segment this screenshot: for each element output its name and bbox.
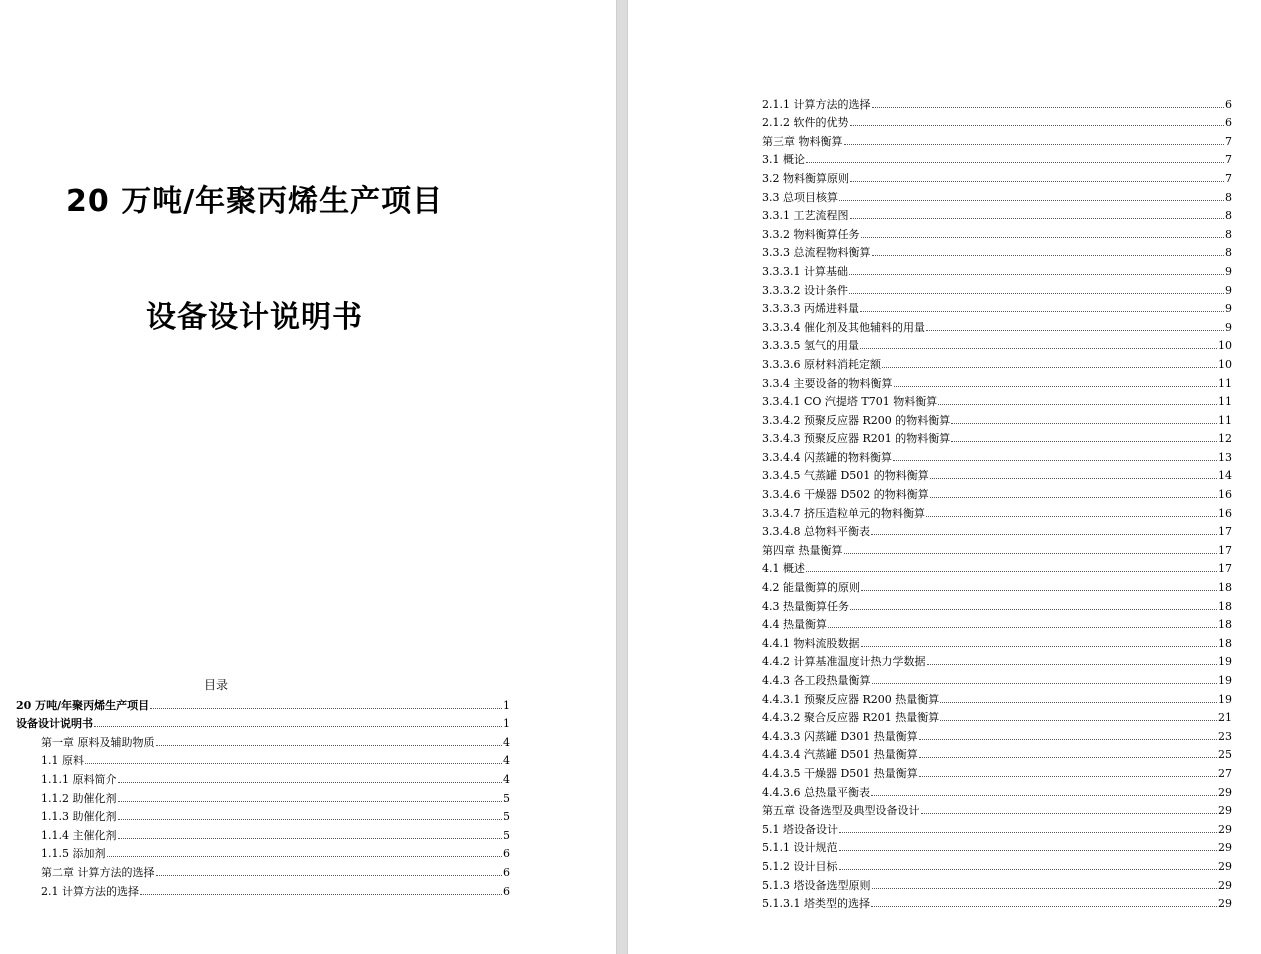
toc-entry-page-number: 11 [1218, 376, 1232, 390]
toc-entry-page-number: 18 [1218, 599, 1232, 613]
toc-dot-leader [919, 739, 1217, 740]
toc-entry[interactable] [762, 557, 1232, 576]
toc-entry-label: 3.3.4.1 CO 汽提塔 T701 物料衡算 [762, 395, 938, 409]
toc-entry[interactable] [762, 92, 1232, 111]
toc-entry-label: 5.1.3 塔设备选型原则 [762, 878, 871, 892]
toc-entry[interactable] [762, 129, 1232, 148]
toc-entry-page-number: 19 [1218, 692, 1232, 706]
toc-entry-page-number: 11 [1218, 395, 1232, 409]
toc-entry-page-number: 7 [1225, 171, 1232, 185]
toc-entry[interactable] [762, 501, 1232, 520]
toc-entry[interactable] [762, 204, 1232, 223]
toc-entry-label: 4.4.3.5 干燥器 D501 热量衡算 [762, 766, 918, 780]
toc-entry[interactable] [762, 817, 1232, 836]
toc-dot-leader [940, 720, 1217, 721]
toc-entry[interactable] [762, 538, 1232, 557]
toc-dot-leader [951, 423, 1217, 424]
toc-dot-leader [118, 801, 503, 802]
toc-entry-label: 3.3 总项目核算 [762, 190, 838, 204]
toc-dot-leader [919, 757, 1217, 758]
toc-list-left [16, 693, 510, 898]
toc-entry[interactable] [16, 805, 510, 824]
toc-entry-label: 2.1.2 软件的优势 [762, 116, 849, 130]
toc-entry-page-number: 9 [1225, 283, 1232, 297]
toc-dot-leader [872, 107, 1225, 108]
toc-entry[interactable] [762, 408, 1232, 427]
toc-entry[interactable] [762, 724, 1232, 743]
toc-heading: 目录 [204, 678, 229, 692]
toc-entry-label: 4.4.3.1 预聚反应器 R200 热量衡算 [762, 692, 940, 706]
toc-entry-page-number: 5 [503, 810, 510, 824]
toc-entry[interactable] [762, 668, 1232, 687]
toc-entry-page-number: 9 [1225, 302, 1232, 316]
toc-dot-leader [828, 627, 1217, 628]
toc-entry-label: 5.1.1 设计规范 [762, 841, 838, 855]
toc-entry-label: 1.1.5 添加剂 [41, 847, 106, 861]
toc-entry-page-number: 7 [1225, 134, 1232, 148]
toc-entry-page-number: 9 [1225, 320, 1232, 334]
toc-entry-label: 4.4 热量衡算 [762, 618, 827, 632]
toc-dot-leader [839, 850, 1218, 851]
toc-dot-leader [894, 386, 1218, 387]
toc-dot-leader [849, 274, 1224, 275]
toc-entry-label: 3.3.3.6 原材料消耗定额 [762, 357, 881, 371]
toc-entry[interactable] [762, 613, 1232, 632]
toc-entry-label: 4.4.1 物料流股数据 [762, 636, 860, 650]
toc-entry[interactable] [16, 749, 510, 768]
toc-entry-label: 3.2 物料衡算原则 [762, 171, 849, 185]
toc-entry[interactable] [16, 693, 510, 712]
toc-dot-leader [850, 218, 1225, 219]
toc-entry[interactable] [762, 799, 1232, 818]
toc-entry-label: 3.3.4.3 预聚反应器 R201 的物料衡算 [762, 432, 951, 446]
toc-entry-page-number: 12 [1218, 432, 1232, 446]
toc-dot-leader [860, 348, 1217, 349]
toc-dot-leader [930, 497, 1217, 498]
toc-entry[interactable] [16, 786, 510, 805]
toc-entry[interactable] [762, 575, 1232, 594]
toc-dot-leader [930, 478, 1217, 479]
toc-entry-label: 1.1.3 助催化剂 [41, 810, 117, 824]
toc-entry-label: 5.1 塔设备设计 [762, 822, 838, 836]
toc-entry-label: 3.3.3.3 丙烯进料量 [762, 302, 859, 316]
page-separator [616, 0, 628, 954]
toc-entry-page-number: 6 [503, 884, 510, 898]
toc-entry-label: 1.1.1 原料简介 [41, 772, 117, 786]
toc-entry-page-number: 10 [1218, 339, 1232, 353]
toc-entry[interactable] [762, 687, 1232, 706]
toc-entry-page-number: 9 [1225, 264, 1232, 278]
toc-entry-label: 3.3.4.7 挤压造粒单元的物料衡算 [762, 506, 925, 520]
toc-entry[interactable] [762, 482, 1232, 501]
toc-entry-page-number: 14 [1218, 469, 1232, 483]
toc-entry-label: 4.4.3.4 汽蒸罐 D501 热量衡算 [762, 748, 918, 762]
toc-entry[interactable] [762, 445, 1232, 464]
toc-entry[interactable] [762, 148, 1232, 167]
toc-dot-leader [850, 181, 1224, 182]
toc-dot-leader [839, 869, 1218, 870]
toc-entry-page-number: 6 [1225, 116, 1232, 130]
toc-dot-leader [156, 745, 503, 746]
toc-entry-page-number: 11 [1218, 413, 1232, 427]
toc-entry-label: 3.3.4.5 气蒸罐 D501 的物料衡算 [762, 469, 929, 483]
toc-entry-label: 3.3.4.6 干燥器 D502 的物料衡算 [762, 488, 929, 502]
cover-title: 20 万吨/年聚丙烯生产项目 [66, 184, 444, 219]
toc-entry[interactable] [16, 712, 510, 731]
toc-list-right [762, 92, 1232, 910]
toc-dot-leader [882, 367, 1217, 368]
toc-entry[interactable] [762, 873, 1232, 892]
toc-entry-page-number: 4 [503, 735, 510, 749]
toc-dot-leader [107, 856, 503, 857]
toc-dot-leader [806, 571, 1217, 572]
toc-entry-page-number: 13 [1218, 450, 1232, 464]
toc-entry[interactable] [762, 241, 1232, 260]
toc-entry-page-number: 6 [503, 865, 510, 879]
toc-dot-leader [806, 162, 1224, 163]
toc-entry[interactable] [762, 278, 1232, 297]
toc-entry-label: 3.3.1 工艺流程图 [762, 209, 849, 223]
toc-entry-label: 4.4.3.6 总热量平衡表 [762, 785, 870, 799]
toc-entry-label: 3.3.3.5 氢气的用量 [762, 339, 859, 353]
toc-entry-label: 设备设计说明书 [16, 717, 93, 731]
toc-entry-page-number: 19 [1218, 655, 1232, 669]
toc-entry[interactable] [762, 594, 1232, 613]
toc-dot-leader [861, 590, 1217, 591]
toc-entry-page-number: 1 [503, 717, 510, 731]
toc-entry-label: 4.4.3 各工段热量衡算 [762, 674, 871, 687]
toc-entry-label: 5.1.2 设计目标 [762, 859, 838, 873]
toc-entry[interactable] [762, 166, 1232, 185]
toc-entry-page-number: 29 [1218, 804, 1232, 818]
toc-entry-label: 第四章 热量衡算 [762, 543, 843, 557]
toc-entry-label: 4.4.2 计算基准温度计热力学数据 [762, 655, 926, 669]
toc-entry[interactable] [762, 836, 1232, 855]
toc-entry-label: 20 万吨/年聚丙烯生产项目 [16, 698, 150, 712]
toc-dot-leader [872, 255, 1225, 256]
toc-dot-leader [927, 664, 1218, 665]
toc-entry-label: 4.2 能量衡算的原则 [762, 581, 860, 595]
toc-entry-page-number: 4 [503, 754, 510, 768]
toc-entry[interactable] [762, 390, 1232, 409]
toc-entry-page-number: 18 [1218, 618, 1232, 632]
toc-entry-label: 3.3.3.2 设计条件 [762, 283, 848, 297]
toc-entry-label: 3.3.4.4 闪蒸罐的物料衡算 [762, 450, 892, 464]
toc-dot-leader [118, 782, 503, 783]
toc-entry-label: 3.3.3 总流程物料衡算 [762, 246, 871, 260]
toc-entry-label: 3.3.3.1 计算基础 [762, 264, 848, 278]
toc-entry[interactable] [16, 823, 510, 842]
toc-dot-leader [844, 144, 1225, 145]
toc-dot-leader [150, 708, 502, 709]
toc-entry[interactable] [762, 334, 1232, 353]
toc-entry-page-number: 1 [503, 698, 510, 712]
toc-dot-leader [85, 763, 502, 764]
toc-dot-leader [839, 832, 1217, 833]
toc-entry[interactable] [16, 767, 510, 786]
toc-dot-leader [140, 894, 502, 895]
toc-entry-page-number: 27 [1218, 766, 1232, 780]
toc-entry-label: 5.1.3.1 塔类型的选择 [762, 897, 870, 911]
toc-entry[interactable] [16, 730, 510, 749]
toc-entry[interactable] [762, 315, 1232, 334]
toc-dot-leader [921, 813, 1218, 814]
toc-entry[interactable] [762, 185, 1232, 204]
toc-dot-leader [871, 906, 1217, 907]
toc-dot-leader [861, 237, 1225, 238]
toc-entry-page-number: 7 [1225, 153, 1232, 167]
toc-entry-page-number: 5 [503, 828, 510, 842]
toc-entry[interactable] [762, 892, 1232, 911]
toc-entry-page-number: 29 [1218, 785, 1232, 799]
toc-dot-leader [951, 441, 1217, 442]
toc-entry-label: 3.3.4.2 预聚反应器 R200 的物料衡算 [762, 413, 951, 427]
toc-entry-label: 3.3.3.4 催化剂及其他辅料的用量 [762, 320, 925, 334]
toc-dot-leader [872, 888, 1218, 889]
toc-dot-leader [871, 534, 1217, 535]
toc-entry-page-number: 6 [503, 847, 510, 861]
toc-entry[interactable] [16, 860, 510, 879]
cover-subtitle: 设备设计说明书 [146, 300, 363, 335]
toc-dot-leader [850, 125, 1225, 126]
toc-entry[interactable] [762, 297, 1232, 316]
toc-entry-page-number: 8 [1225, 227, 1232, 241]
toc-entry-page-number: 4 [503, 772, 510, 786]
toc-entry-label: 4.3 热量衡算任务 [762, 599, 849, 613]
toc-entry-page-number: 17 [1218, 525, 1232, 539]
page-left [0, 0, 616, 954]
toc-entry-page-number: 17 [1218, 562, 1232, 576]
toc-entry-label: 1.1.4 主催化剂 [41, 828, 117, 842]
toc-entry-page-number: 29 [1218, 878, 1232, 892]
toc-entry[interactable] [762, 259, 1232, 278]
toc-entry[interactable] [762, 464, 1232, 483]
toc-entry[interactable] [762, 631, 1232, 650]
toc-entry-page-number: 29 [1218, 859, 1232, 873]
toc-entry-page-number: 6 [1225, 97, 1232, 111]
toc-entry[interactable] [762, 706, 1232, 725]
toc-entry-label: 3.3.2 物料衡算任务 [762, 227, 860, 241]
toc-entry-label: 第一章 原料及辅助物质 [41, 735, 155, 749]
toc-dot-leader [926, 330, 1224, 331]
toc-dot-leader [926, 516, 1217, 517]
toc-dot-leader [844, 553, 1218, 554]
toc-entry-page-number: 8 [1225, 209, 1232, 223]
toc-dot-leader [860, 311, 1224, 312]
toc-entry-label: 1.1 原料 [41, 754, 84, 768]
toc-entry[interactable] [762, 780, 1232, 799]
toc-dot-leader [850, 609, 1217, 610]
toc-entry[interactable] [16, 879, 510, 898]
toc-dot-leader [919, 776, 1217, 777]
toc-entry-page-number: 16 [1218, 506, 1232, 520]
toc-entry-page-number: 18 [1218, 581, 1232, 595]
toc-entry-label: 1.1.2 助催化剂 [41, 791, 117, 805]
toc-entry-label: 3.3.4.8 总物料平衡表 [762, 525, 870, 539]
toc-entry[interactable] [762, 427, 1232, 446]
toc-entry-page-number: 8 [1225, 246, 1232, 260]
toc-entry-label: 4.4.3.3 闪蒸罐 D301 热量衡算 [762, 729, 918, 743]
toc-entry[interactable] [16, 842, 510, 861]
toc-entry-page-number: 29 [1218, 897, 1232, 911]
toc-entry-page-number: 29 [1218, 822, 1232, 836]
toc-dot-leader [938, 404, 1217, 405]
toc-entry-label: 3.3.4 主要设备的物料衡算 [762, 376, 893, 390]
toc-entry[interactable] [762, 854, 1232, 873]
toc-dot-leader [849, 293, 1224, 294]
toc-entry-page-number: 16 [1218, 488, 1232, 502]
toc-dot-leader [156, 875, 503, 876]
toc-entry[interactable] [762, 520, 1232, 539]
toc-entry-page-number: 23 [1218, 729, 1232, 743]
toc-dot-leader [893, 460, 1217, 461]
toc-dot-leader [940, 702, 1217, 703]
toc-entry-page-number: 21 [1218, 711, 1232, 725]
toc-entry-label: 4.4.3.2 聚合反应器 R201 热量衡算 [762, 711, 940, 725]
toc-dot-leader [118, 838, 503, 839]
toc-entry-page-number: 17 [1218, 543, 1232, 557]
toc-entry-page-number: 25 [1218, 748, 1232, 762]
toc-entry-label: 4.1 概述 [762, 562, 805, 576]
toc-entry-page-number: 5 [503, 791, 510, 805]
toc-entry-page-number: 19 [1218, 674, 1232, 687]
toc-entry-page-number: 8 [1225, 190, 1232, 204]
toc-dot-leader [872, 683, 1218, 684]
toc-entry-page-number: 10 [1218, 357, 1232, 371]
toc-entry[interactable] [762, 111, 1232, 130]
toc-entry-page-number: 29 [1218, 841, 1232, 855]
toc-entry-page-number: 18 [1218, 636, 1232, 650]
toc-dot-leader [871, 795, 1217, 796]
toc-dot-leader [861, 646, 1218, 647]
toc-entry[interactable] [762, 761, 1232, 780]
toc-entry[interactable] [762, 650, 1232, 669]
toc-entry-label: 第三章 物料衡算 [762, 134, 843, 148]
toc-entry-label: 第二章 计算方法的选择 [41, 865, 155, 879]
toc-dot-leader [118, 819, 503, 820]
toc-dot-leader [839, 200, 1224, 201]
toc-entry[interactable] [762, 352, 1232, 371]
toc-entry-label: 3.1 概论 [762, 153, 805, 167]
toc-entry[interactable] [762, 222, 1232, 241]
toc-entry-label: 第五章 设备选型及典型设备设计 [762, 804, 920, 818]
toc-entry-label: 2.1.1 计算方法的选择 [762, 97, 871, 111]
toc-entry[interactable] [762, 371, 1232, 390]
toc-entry[interactable] [762, 743, 1232, 762]
toc-entry-label: 2.1 计算方法的选择 [41, 884, 139, 898]
toc-dot-leader [94, 726, 502, 727]
